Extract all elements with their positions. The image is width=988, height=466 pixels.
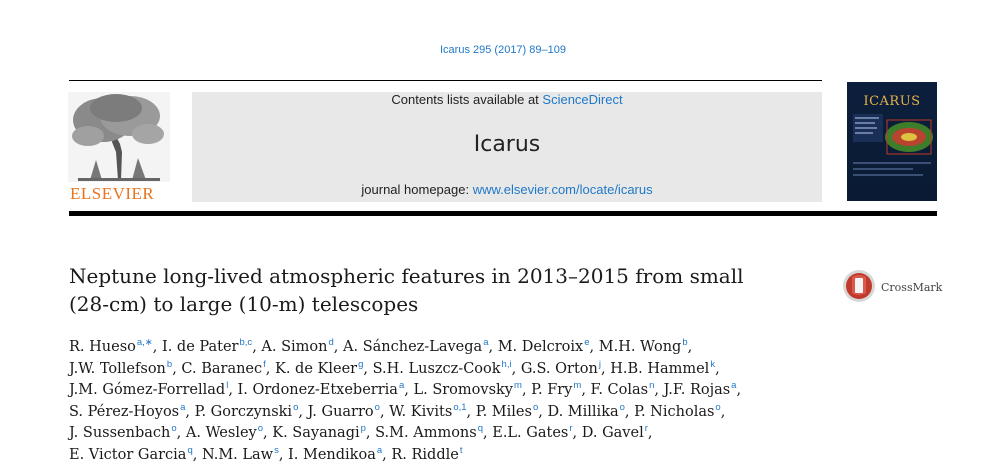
author-name: K. de Kleer <box>275 360 358 377</box>
author-line: E. Victor Garcia$^q$, N.M. Law$^s$, I. Mendikoa$^a$, R. Riddle$^t$ <box>69 444 463 463</box>
affiliation-link[interactable]: n <box>649 380 655 392</box>
affiliation-link[interactable]: b <box>682 337 688 348</box>
affiliation-link[interactable]: o <box>257 423 264 435</box>
journal-homepage <box>192 182 822 197</box>
author-name: R. Riddle <box>391 446 459 463</box>
affiliation-link[interactable]: b,c <box>239 337 253 348</box>
affiliation-link[interactable]: a <box>376 444 383 456</box>
author-line: R. Hueso$^{a,∗}$, I. de Pater$^{b,c}$, A. Simon$^d$, A. Sánchez-Lavega$^a$, M. Delcroix$^e$, M.H. Wong$^b$, <box>69 337 693 355</box>
author-line: J.W. Tollefson$^b$, C. Baranec$^f$, K. de Kleer$^g$, S.H. Luszcz-Cook$^{h,i}$, G.S. Orton$^j$, H.B. Hammel$^k$, <box>69 358 720 377</box>
author-name: S.M. Ammons <box>375 425 477 442</box>
affiliation-link[interactable]: g <box>358 358 364 370</box>
affiliation-link[interactable]: m <box>573 380 582 392</box>
author-name: K. Sayanagi <box>272 425 360 442</box>
affiliation-link[interactable]: o <box>619 401 625 413</box>
journal-name: Icarus <box>473 132 541 157</box>
author-name: J. Sussenbach <box>69 425 171 442</box>
affiliation-link[interactable]: a <box>398 380 405 392</box>
author-name: E.L. Gates <box>492 425 569 442</box>
author-name: A. Wesley <box>185 425 257 442</box>
author-name: P. Miles <box>475 403 532 420</box>
author-name: I. Mendikoa <box>288 446 376 463</box>
header-top-rule <box>69 80 822 81</box>
author-name: S.H. Luszcz-Cook <box>372 360 501 377</box>
author-line: S. Pérez-Hoyos$^a$, P. Gorczynski$^o$, J. Guarro$^o$, W. Kivits$^{o,1}$, P. Miles$^o$, D. Millika$^o$, P. Nicholas$^o$, <box>69 401 726 420</box>
affiliation-link[interactable]: q <box>477 423 484 435</box>
author-name: A. Sánchez-Lavega <box>343 339 483 355</box>
author-line: J. Sussenbach$^o$, A. Wesley$^o$, K. Sayanagi$^p$, S.M. Ammons$^q$, E.L. Gates$^r$, D. Gavel$^r$, <box>69 423 653 442</box>
affiliation-link[interactable]: a <box>483 337 489 348</box>
affiliation-link[interactable]: o <box>715 401 721 413</box>
author-name: W. Kivits <box>389 403 453 420</box>
crossmark-label[interactable]: CrossMark <box>881 281 943 294</box>
sciencedirect-link[interactable]: ScienceDirect <box>542 92 623 107</box>
author-name: A. Simon <box>261 339 328 355</box>
author-name: E. Victor Garcia <box>69 446 187 463</box>
affiliation-link[interactable]: s <box>274 444 279 456</box>
article-title <box>69 262 799 318</box>
affiliation-link[interactable]: j <box>598 358 601 370</box>
affiliation-link[interactable]: l <box>226 380 229 392</box>
author-name: D. Millika <box>547 403 619 420</box>
author-name: L. Sromovsky <box>413 382 514 399</box>
article-title-line-2: (28-cm) to large (10-m) telescopes <box>69 292 419 316</box>
affiliation-link[interactable]: a <box>180 401 186 413</box>
homepage-link[interactable]: www.elsevier.com/locate/icarus <box>472 182 653 197</box>
contents-availability <box>192 92 822 107</box>
cover-art <box>847 82 937 201</box>
author-name: D. Gavel <box>581 425 644 442</box>
affiliation-link[interactable]: k <box>710 358 716 370</box>
affiliation-link[interactable]: r <box>644 423 648 435</box>
author-name: J. Guarro <box>307 403 374 420</box>
contents-prefix: Contents lists available at <box>391 92 543 107</box>
cover-title: ICARUS <box>863 94 921 109</box>
affiliation-link[interactable]: f <box>263 358 266 370</box>
journal-cover-image[interactable] <box>847 82 937 201</box>
homepage-prefix: journal homepage: <box>361 182 473 197</box>
author-name: H.B. Hammel <box>610 360 710 377</box>
author-name: I. Ordonez-Etxeberria <box>237 382 398 399</box>
author-name: J.F. Rojas <box>663 382 731 399</box>
header-bottom-rule <box>69 211 937 216</box>
affiliation-link[interactable]: h,i <box>501 358 512 370</box>
affiliation-link[interactable]: o <box>532 401 539 413</box>
affiliation-link[interactable]: o <box>171 423 177 435</box>
affiliation-link[interactable]: q <box>187 444 193 456</box>
author-name: C. Baranec <box>181 360 263 377</box>
affiliation-link[interactable]: o <box>374 401 380 413</box>
affiliation-link[interactable]: m <box>514 380 522 392</box>
author-line: J.M. Gómez-Forrellad$^l$, I. Ordonez-Etxeberria$^a$, L. Sromovsky$^m$, P. Fry$^m$, F. Colas$^n$, J.F. Rojas$^a$, <box>69 380 742 399</box>
journal-masthead <box>192 92 822 202</box>
affiliation-link[interactable]: r <box>569 423 573 435</box>
article-title-line-1: Neptune long-lived atmospheric features in 2013–2015 from small <box>69 264 744 288</box>
affiliation-link[interactable]: b <box>166 358 173 370</box>
journal-citation[interactable]: Icarus 295 (2017) 89–109 <box>440 44 566 56</box>
author-name: I. de Pater <box>161 339 239 355</box>
author-name: P. Fry <box>531 382 573 399</box>
affiliation-link[interactable]: a <box>731 380 737 392</box>
author-name: M.H. Wong <box>598 339 682 355</box>
author-list <box>69 337 949 466</box>
author-name: P. Nicholas <box>634 403 715 420</box>
affiliation-link[interactable]: d <box>328 337 334 348</box>
author-name: M. Delcroix <box>497 339 584 355</box>
author-name: R. Hueso <box>69 339 136 355</box>
affiliation-link[interactable]: t <box>459 444 463 456</box>
affiliation-link[interactable]: o <box>293 401 299 413</box>
author-name: F. Colas <box>590 382 649 399</box>
affiliation-link[interactable]: o,1 <box>453 401 467 413</box>
author-name: G.S. Orton <box>520 360 598 377</box>
affiliation-link[interactable]: e <box>584 337 590 348</box>
publisher-wordmark: ELSEVIER <box>70 184 155 203</box>
author-name: P. Gorczynski <box>194 403 293 420</box>
author-name: J.W. Tollefson <box>69 360 166 377</box>
author-name: S. Pérez-Hoyos <box>69 403 180 420</box>
author-name: J.M. Gómez-Forrellad <box>69 382 226 399</box>
affiliation-link[interactable]: p <box>360 423 366 435</box>
affiliation-link[interactable]: a,∗ <box>136 337 153 348</box>
author-name: N.M. Law <box>201 446 274 463</box>
